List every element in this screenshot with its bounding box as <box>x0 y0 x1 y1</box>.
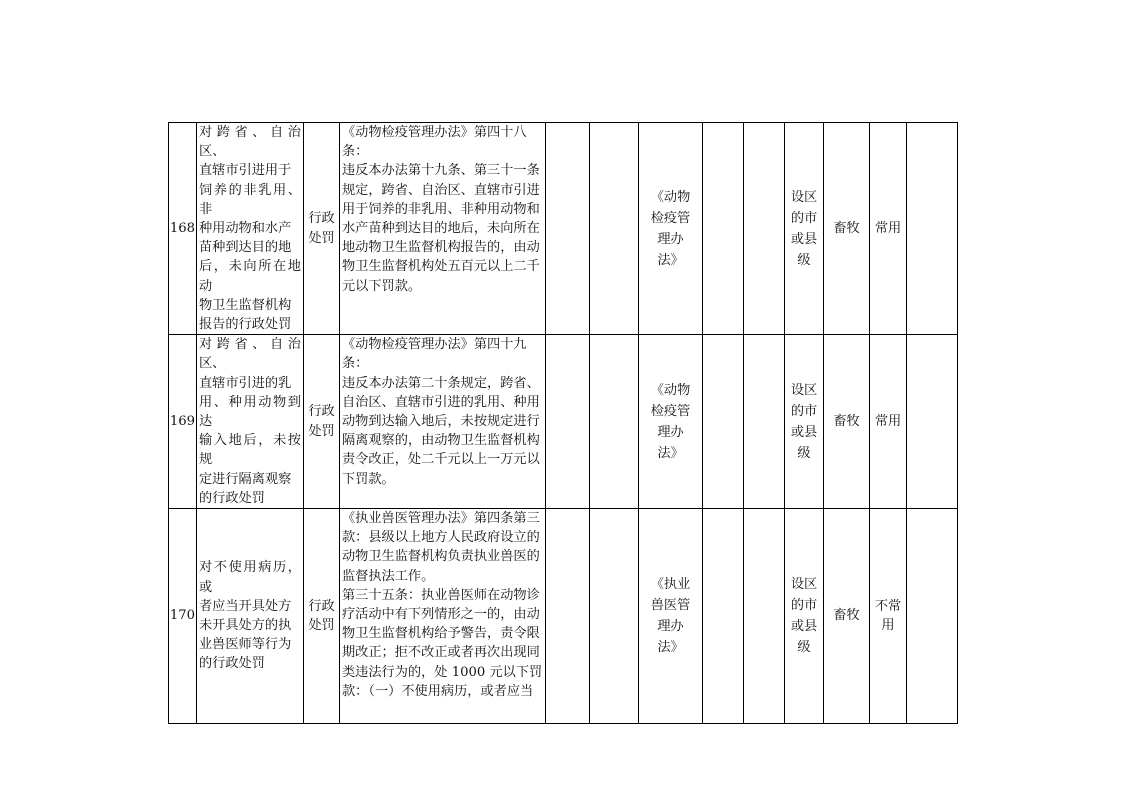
empty-cell <box>546 335 590 509</box>
table-row <box>169 123 958 335</box>
power-category: 行政 处罚 <box>304 509 340 724</box>
implementing-level: 设区 的市 或县 级 <box>785 123 824 335</box>
implementing-level: 设区 的市 或县 级 <box>785 335 824 509</box>
usage-frequency: 常用 <box>870 123 907 335</box>
item-name: 对跨省、自治区、 直辖市引进用于 饲养的非乳用、非 种用动物和水产 苗种到达目的地 后，未向所在地动 物卫生监督机构 报告的行政处罚 <box>197 123 304 335</box>
power-category: 行政 处罚 <box>304 123 340 335</box>
empty-cell <box>744 335 785 509</box>
empty-cell <box>907 509 958 724</box>
empty-cell <box>590 509 639 724</box>
law-name: 《动物 检疫管 理办 法》 <box>639 123 703 335</box>
item-name: 对跨省、自治区、 直辖市引进的乳 用、种用动物到达 输入地后，未按规 定进行隔离观察 的行政处罚 <box>197 335 304 509</box>
empty-cell <box>590 335 639 509</box>
empty-cell <box>703 123 744 335</box>
row-number: 169 <box>169 335 197 509</box>
department: 畜牧 <box>824 509 870 724</box>
power-category: 行政 处罚 <box>304 335 340 509</box>
empty-cell <box>703 335 744 509</box>
table-row <box>169 509 958 724</box>
department: 畜牧 <box>824 335 870 509</box>
empty-cell <box>744 123 785 335</box>
empty-cell <box>703 509 744 724</box>
empty-cell <box>907 123 958 335</box>
empty-cell <box>907 335 958 509</box>
power-list-table <box>168 122 958 724</box>
legal-basis: 《动物检疫管理办法》第四十八条： 违反本办法第十九条、第三十一条 规定，跨省、自治区、直辖市引进 用于饲养的非乳用、非种用动物和 水产苗种到达目的地后，未向所在 地动物卫生监督机构报告的，由动 物卫生监督机构处五百元以上二千 元以下罚款。 <box>340 123 546 335</box>
empty-cell <box>744 509 785 724</box>
law-name: 《执业 兽医管 理办 法》 <box>639 509 703 724</box>
usage-frequency: 常用 <box>870 335 907 509</box>
empty-cell <box>590 123 639 335</box>
row-number: 170 <box>169 509 197 724</box>
legal-basis: 《执业兽医管理办法》第四条第三 款：县级以上地方人民政府设立的 动物卫生监督机构负责执业兽医的 监督执法工作。 第三十五条：执业兽医师在动物诊 疗活动中有下列情形之一的，由动 物卫生监督机构给予警告，责令限 期改正；拒不改正或者再次出现同 类违法行为的，处 1000 元以下罚 款：（一）不使用病历，或者应当 <box>340 509 546 724</box>
empty-cell <box>546 123 590 335</box>
empty-cell <box>546 509 590 724</box>
implementing-level: 设区 的市 或县 级 <box>785 509 824 724</box>
item-name: 对不使用病历，或 者应当开具处方 未开具处方的执 业兽医师等行为 的行政处罚 <box>197 509 304 724</box>
law-name: 《动物 检疫管 理办 法》 <box>639 335 703 509</box>
row-number: 168 <box>169 123 197 335</box>
usage-frequency: 不常 用 <box>870 509 907 724</box>
department: 畜牧 <box>824 123 870 335</box>
table-row <box>169 335 958 509</box>
legal-basis: 《动物检疫管理办法》第四十九条： 违反本办法第二十条规定，跨省、 自治区、直辖市引进的乳用、种用 动物到达输入地后，未按规定进行 隔离观察的，由动物卫生监督机构 责令改正，处二千元以上一万元以 下罚款。 <box>340 335 546 509</box>
